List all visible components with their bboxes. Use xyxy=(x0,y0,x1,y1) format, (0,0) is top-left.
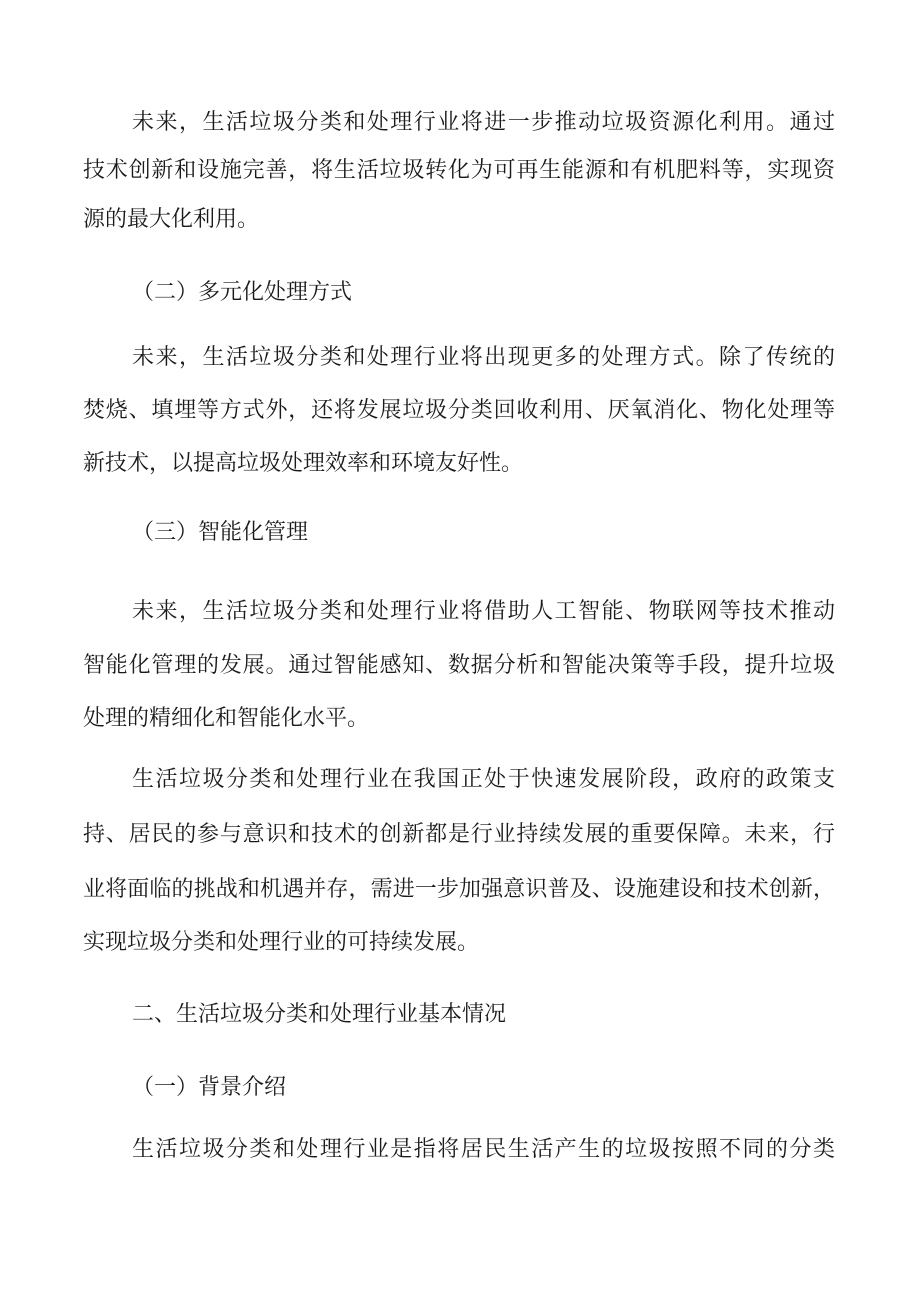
paragraph-line: 生活垃圾分类和处理行业是指将居民生活产生的垃圾按照不同的分类 xyxy=(132,1137,835,1162)
paragraph-line: 生活垃圾分类和处理行业在我国正处于快速发展阶段，政府的政策支 xyxy=(132,767,835,792)
subheading-background: （一）背景介绍 xyxy=(132,1075,287,1100)
paragraph-line: 持、居民的参与意识和技术的创新都是行业持续发展的重要保障。未来，行 xyxy=(83,822,835,847)
section-heading-basic-situation: 二、生活垃圾分类和处理行业基本情况 xyxy=(132,1002,507,1027)
subheading-intelligent-management: （三）智能化管理 xyxy=(132,520,309,545)
paragraph-line: 未来，生活垃圾分类和处理行业将借助人工智能、物联网等技术推动 xyxy=(132,599,835,624)
paragraph-line: 业将面临的挑战和机遇并存，需进一步加强意识普及、设施建设和技术创新， xyxy=(83,877,835,902)
paragraph-line: 处理的精细化和智能化水平。 xyxy=(83,706,370,731)
paragraph-line: 新技术，以提高垃圾处理效率和环境友好性。 xyxy=(83,451,524,476)
paragraph-line: 未来，生活垃圾分类和处理行业将出现更多的处理方式。除了传统的 xyxy=(132,345,835,370)
paragraph-line: 焚烧、填埋等方式外，还将发展垃圾分类回收利用、厌氧消化、物化处理等 xyxy=(83,398,835,423)
subheading-diversified-processing: （二）多元化处理方式 xyxy=(132,280,353,305)
paragraph-line: 实现垃圾分类和处理行业的可持续发展。 xyxy=(83,930,480,955)
paragraph-line: 源的最大化利用。 xyxy=(83,207,260,232)
paragraph-line: 智能化管理的发展。通过智能感知、数据分析和智能决策等手段，提升垃圾 xyxy=(83,653,835,678)
paragraph-line: 未来，生活垃圾分类和处理行业将进一步推动垃圾资源化利用。通过 xyxy=(132,110,835,135)
paragraph-line: 技术创新和设施完善，将生活垃圾转化为可再生能源和有机肥料等，实现资 xyxy=(83,158,835,183)
